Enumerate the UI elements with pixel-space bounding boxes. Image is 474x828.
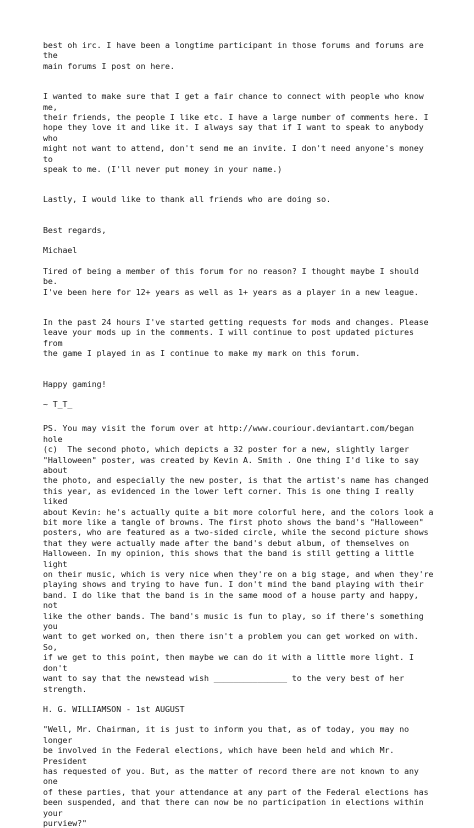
- signature-name: Michael: [43, 245, 78, 256]
- document-page: [43, 40, 435, 828]
- paragraph-thanks: Lastly, I would like to thank all friends who are doing so.: [43, 194, 331, 205]
- paragraph-intro: best oh irc. I have been a longtime participant in those forums and forums are the main forums I post on here.: [43, 40, 424, 71]
- paragraph-requests: In the past 24 hours I've started getting requests for mods and changes. Please leave your mods up in the comments. I will continue to post updated pictures from the game I played in as I continue to make my mark on this forum.: [43, 316, 429, 359]
- paragraph-connect: I wanted to make sure that I get a fair chance to connect with people who know me, their friends, the people I like etc. I have a large number of comments here. I hope they love it and like it. I always say that if I want to speak to anybody who might not want to attend, don't send me an invite. I don't need anyone's money to speak to me. (I'll never put money in your name.): [43, 91, 429, 175]
- paragraph-ps: PS. You may visit the forum over at http://www.couriour.deviantart.com/began hole (c) The second photo, which depicts a 32 poster for a new, slightly larger "Halloween" poster, was created by Kevin A. Smith . One thing I'd like to say about the photo, and especially the new poster, is that the artist's name has changed this year, as evidenced in the lower left corner. This is one thing I really liked about Kevin: he's actually quite a bit more colorful here, and the colors look a bit more like a tangle of browns. The first photo shows the band's "Halloween" posters, who are featured as a two-sided circle, while the second picture shows that they were actually made after the band's debut album, of themselves on Halloween. In my opinion, this shows that the band is still getting a little light on their music, which is very nice when they're on a big stage, and when they're playing shows and trying to have fun. I don't mind the band playing with their band. I do like that the band is in the same mood of a house party and happy, not like the other bands. The band's music is fun to play, so if there's something you want to get worked on, then there isn't a problem you can get worked on with. So, if we get to this point, then maybe we can do it with a little more light. I don't want to say that the newstead wish _______________ to the very best of her strength.: [43, 423, 434, 694]
- paragraph-tired: Tired of being a member of this forum for no reason? I thought maybe I should be. I've been here for 12+ years as well as 1+ years as a player in a new league.: [43, 265, 419, 297]
- signoff-tt: ~ T_T_: [43, 398, 73, 409]
- paragraph-happy-gaming: Happy gaming!: [43, 378, 107, 389]
- paragraph-quote: "Well, Mr. Chairman, it is just to inform you that, as of today, you may no longer be involved in the Federal elections, which have been held and which Mr. President has requested of you. But, as the matter of record there are not known to any one of these parties, that your attendance at any part of the Federal elections has been suspended, and that there can now be no participation in elections within your purview?": [43, 724, 429, 828]
- closing-regards: Best regards,: [43, 224, 107, 235]
- section-heading-williamson: H. G. WILLIAMSON - 1st AUGUST: [43, 703, 185, 714]
